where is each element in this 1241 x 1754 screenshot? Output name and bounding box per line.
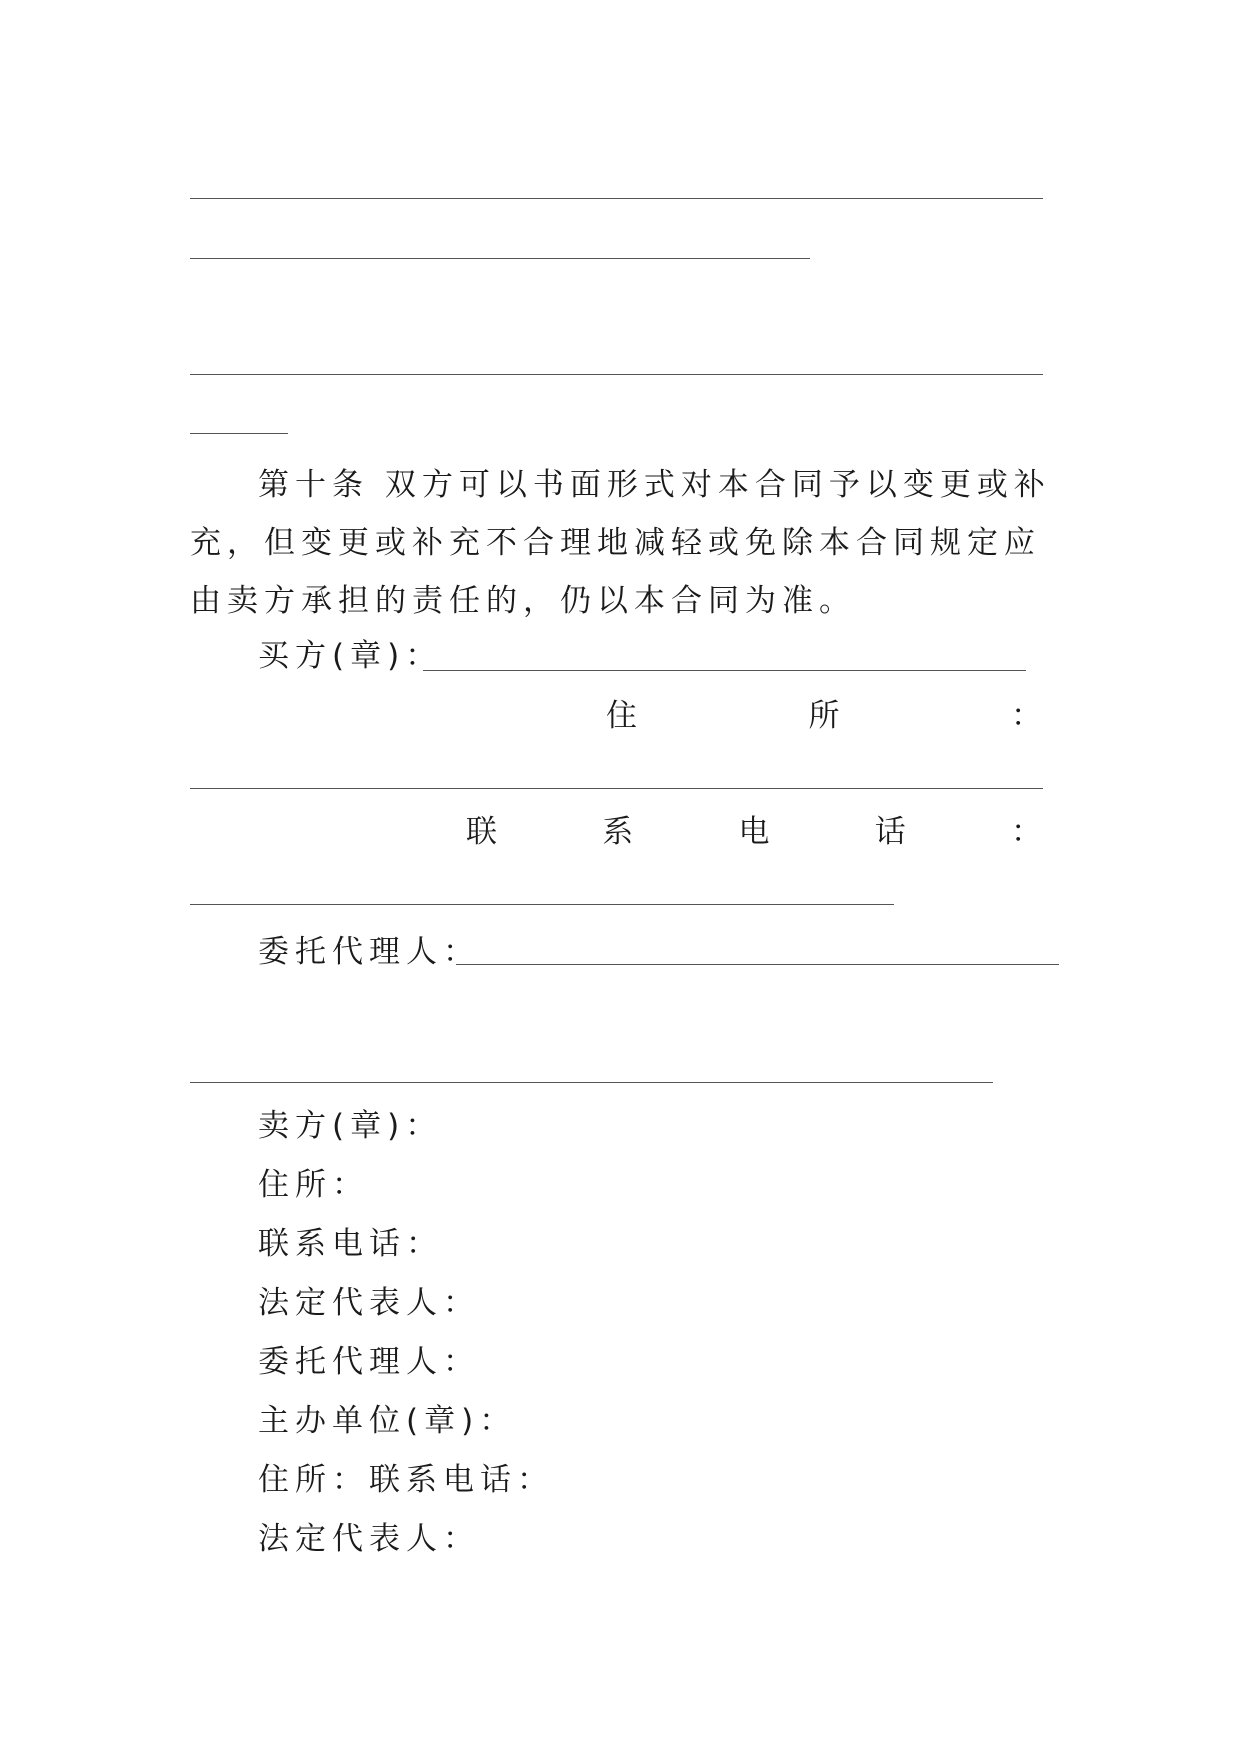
- buyer-agent-label: 委托代理人：: [258, 934, 480, 970]
- seller-address-label: 住所：: [258, 1167, 369, 1203]
- organizer-legal-rep-label: 法定代表人：: [258, 1521, 480, 1557]
- buyer-address-label: [606, 696, 1042, 736]
- blank-line: [190, 433, 288, 434]
- buyer-seal-label: 买方(章)：: [258, 638, 443, 674]
- buyer-address-char: 住: [606, 698, 637, 734]
- article-10-paragraph: 第十条 双方可以书面形式对本合同予以变更或补充，但变更或补充不合理地减轻或免除本合同规定应由卖方承担的责任的，仍以本合同为准。: [190, 467, 1051, 619]
- buyer-address-char: 所: [808, 698, 840, 734]
- buyer-seal-blank: [423, 670, 1026, 671]
- buyer-address-blank: [190, 788, 1043, 789]
- organizer-seal-label: 主办单位(章)：: [258, 1403, 517, 1439]
- blank-line: [190, 258, 810, 259]
- seller-seal-label: 卖方(章)：: [258, 1108, 443, 1144]
- buyer-agent-blank: [456, 964, 1059, 965]
- buyer-address-char: ：: [1011, 698, 1042, 734]
- buyer-phone-label: [466, 812, 1042, 852]
- buyer-phone-char: ：: [1011, 814, 1042, 850]
- buyer-phone-char: 电: [738, 814, 770, 850]
- organizer-address-phone-label: 住所：联系电话：: [258, 1462, 554, 1498]
- seller-legal-rep-label: 法定代表人：: [258, 1285, 480, 1321]
- buyer-phone-char: 系: [602, 814, 634, 850]
- blank-line: [190, 1082, 993, 1083]
- seller-phone-label: 联系电话：: [258, 1226, 443, 1262]
- buyer-phone-char: 联: [466, 814, 497, 850]
- seller-agent-label: 委托代理人：: [258, 1344, 480, 1380]
- blank-line: [190, 374, 1043, 375]
- buyer-phone-blank: [190, 904, 894, 905]
- blank-line: [190, 198, 1043, 199]
- buyer-phone-char: 话: [874, 814, 906, 850]
